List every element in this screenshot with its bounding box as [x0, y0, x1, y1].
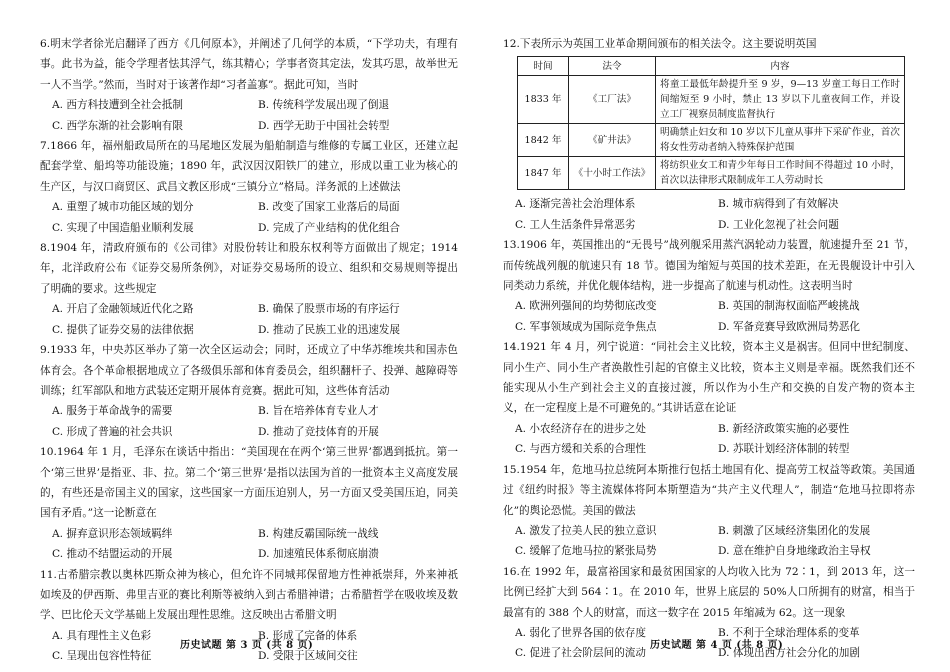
question-6 [40, 34, 458, 136]
option-a: A. 具有理性主义色彩 [52, 629, 152, 642]
option-b: B. 旨在培养体育专业人才 [258, 405, 379, 418]
table-row [518, 124, 905, 157]
question-stem: 12.下表所示为英国工业革命期间颁布的相关法令。这主要说明英国 [503, 38, 817, 50]
question-stem: 13.1906 年，英国推出的“无畏号”战列舰采用蒸汽涡轮动力装置，航速提升至 21 节，而传统战列舰的航速只有 18 节。德国为缩短与英国的技术差距，在无畏舰设计中引入同类动力系统，并优化舰体结构，进一步提高了航速与机动性。这表明当时 [503, 239, 915, 293]
question-7 [40, 136, 458, 238]
question-stem: 8.1904 年，清政府颁布的《公司律》对股份转让和股东权利等方面做出了规定；1914 年，北洋政府公布《证券交易所条例》，对证券交易场所的设立、组织和交易规则等提出了明确的要求。这些规定 [40, 242, 458, 295]
table-cell-time: 1847 年 [518, 157, 569, 190]
table-header: 内容 [656, 57, 905, 76]
table-cell-time: 1842 年 [518, 124, 569, 157]
option-c: C. 军事领域成为国际竞争焦点 [515, 320, 657, 333]
option-c: C. 工人生活条件异常恶劣 [515, 218, 636, 231]
table-header: 法令 [569, 57, 656, 76]
question-13 [503, 235, 915, 337]
option-c: C. 形成了普遍的社会共识 [52, 425, 173, 438]
option-b: B. 不利于全球治理体系的变革 [718, 626, 860, 639]
question-stem: 11.古希腊宗教以奥林匹斯众神为核心，但允许不同城邦保留地方性神祇崇拜，外来神祇如埃及的伊西斯、弗里吉亚的赛比利斯等被纳入到古希腊神谱；古希腊哲学在吸收埃及数学、巴比伦天文学基础上发展出理性思维。这反映出古希腊文明 [40, 568, 458, 622]
question-stem: 6.明末学者徐光启翻译了西方《几何原本》，并阐述了几何学的本质，“下学功夫，有理有事。此书为益，能令学理者怯其浮气，练其精心；学事者资其定法，发其巧思，故举世无一人不当学。”然而，当时对于该著作却“习者盖寡”。据此可知，当时 [40, 38, 458, 91]
option-c: C. 与西方缓和关系的合理性 [515, 443, 646, 456]
option-grid [40, 95, 458, 136]
page-footer-left: 历史试题 第 3 页 (共 8 页) [180, 640, 314, 651]
question-stem: 10.1964 年 1 月，毛泽东在谈话中指出：“美国现在在两个‘第三世界’都遇到抵抗。第一个‘第三世界’是指亚、非、拉。第二个‘第三世界’是指以法国为首的一批资本主义高度发展的，有些还是帝国主义的国家，这些国家一方面压迫别人，另一方面又受美国压迫，同美国有矛盾。”这一论断意在 [40, 446, 458, 520]
option-b: B. 新经济政策实施的必要性 [718, 422, 850, 435]
option-grid [40, 299, 458, 340]
question-9 [40, 340, 458, 442]
option-c: C. 缓解了危地马拉的紧张局势 [515, 545, 657, 558]
option-grid [503, 419, 915, 460]
table-header: 时间 [518, 57, 569, 76]
option-d: D. 西学无助于中国社会转型 [258, 119, 390, 132]
table-row [518, 76, 905, 124]
left-column [40, 34, 458, 667]
option-d: D. 意在维护自身地缘政治主导权 [718, 545, 871, 558]
question-stem: 9.1933 年，中央苏区举办了第一次全区运动会；同时，还成立了中华苏维埃共和国赤色体育会。各个革命根据地成立了各级俱乐部和体育委员会，组织翻杆子、投弹、越障碍等训练；红军部队和地方武装还定期开展体育竞赛。据此可知，这些体育活动 [40, 344, 458, 397]
question-stem: 15.1954 年，危地马拉总统阿本斯推行包括土地国有化、提高劳工权益等政策。美国通过《纽约时报》等主流媒体将阿本斯塑造为“共产主义代理人”，制造“危地马拉即将赤化”的舆论恐慌。美国的做法 [503, 463, 915, 517]
table-cell-law: 《工厂法》 [569, 76, 656, 124]
question-14 [503, 337, 915, 459]
option-b: B. 刺激了区域经济集团化的发展 [718, 524, 871, 537]
right-column [503, 34, 915, 664]
option-a: A. 开启了金融领域近代化之路 [52, 303, 194, 316]
option-grid [503, 296, 915, 337]
law-table [517, 56, 905, 190]
option-d: D. 加速殖民体系彻底崩溃 [258, 548, 379, 561]
option-a: A. 逐渐完善社会治理体系 [515, 198, 636, 211]
option-d: D. 推动了民族工业的迅速发展 [258, 323, 400, 336]
option-b: B. 英国的制海权面临严峻挑战 [718, 300, 860, 313]
option-d: D. 军备竞赛导致欧洲局势恶化 [718, 320, 860, 333]
question-stem: 7.1866 年，福州船政局所在的马尾地区发展为船舶制造与维修的专属工业区，还建立起配套学堂、船坞等功能设施；1890 年，武汉因汉阳铁厂的建立，形成以重工业为核心的生产区，与汉口商贸区、武昌文教区形成“三镇分立”格局。洋务派的上述做法 [40, 140, 458, 193]
table-cell-content: 将纺织业女工和青少年每日工作时间不得超过 10 小时，首次以法律形式限制成年工人劳动时长 [656, 157, 905, 190]
table-header-row [518, 57, 905, 76]
option-grid [40, 401, 458, 442]
table-row [518, 157, 905, 190]
option-b: B. 改变了国家工业落后的局面 [258, 201, 400, 214]
option-c: C. 实现了中国造船业顺利发展 [52, 221, 194, 234]
option-a: A. 服务于革命战争的需要 [52, 405, 173, 418]
table-cell-content: 将童工最低年龄提升至 9 岁，9—13 岁童工每日工作时间缩短至 9 小时，禁止 13 岁以下儿童夜间工作，并设立工厂视察员制度监督执行 [656, 76, 905, 124]
option-a: A. 小农经济存在的进步之处 [515, 422, 646, 435]
question-15 [503, 460, 915, 562]
option-d: D. 受限于区域间交往 [258, 650, 358, 663]
option-grid [503, 194, 915, 235]
option-d: D. 完成了产业结构的优化组合 [258, 221, 400, 234]
option-d: D. 推动了竞技体育的开展 [258, 425, 379, 438]
option-grid [503, 521, 915, 562]
option-a: A. 激发了拉美人民的独立意识 [515, 524, 657, 537]
option-d: D. 苏联计划经济体制的转型 [718, 443, 850, 456]
question-stem: 16.在 1992 年，最富裕国家和最贫困国家的人均收入比为 72∶1，到 2013 年，这一比例已经扩大到 564∶1。在 2010 年，世界上底层的 50%人口所拥有的财富，相当于最富有的 388 个人的财富，而这一数字在 2015 年缩减为 62。这一现象 [503, 565, 915, 619]
option-c: C. 提供了证券交易的法律依据 [52, 323, 194, 336]
question-11 [40, 565, 458, 667]
table-cell-content: 明确禁止妇女和 10 岁以下儿童从事井下采矿作业，首次将女性劳动者纳入特殊保护范围 [656, 124, 905, 157]
option-a: A. 欧洲列强间的均势彻底改变 [515, 300, 657, 313]
option-b: B. 构建反霸国际统一战线 [258, 527, 379, 540]
table-cell-time: 1833 年 [518, 76, 569, 124]
option-b: B. 城市病得到了有效解决 [718, 198, 839, 211]
option-grid [40, 197, 458, 238]
question-8 [40, 238, 458, 340]
option-a: A. 西方科技遭到全社会抵制 [52, 99, 183, 112]
option-grid [40, 524, 458, 565]
option-c: C. 呈现出包容性特征 [52, 650, 152, 663]
option-d: D. 工业化忽视了社会问题 [718, 218, 839, 231]
page-footer-right: 历史试题 第 4 页 (共 8 页) [650, 640, 784, 651]
option-c: C. 推动不结盟运动的开展 [52, 548, 173, 561]
table-cell-law: 《十小时工作法》 [569, 157, 656, 190]
option-c: C. 促进了社会阶层间的流动 [515, 647, 646, 660]
question-12 [503, 34, 915, 235]
table-cell-law: 《矿井法》 [569, 124, 656, 157]
option-c: C. 西学东渐的社会影响有限 [52, 119, 183, 132]
option-b: B. 传统科学发展出现了倒退 [258, 99, 390, 112]
question-10 [40, 442, 458, 564]
option-a: A. 弱化了世界各国的依存度 [515, 626, 646, 639]
option-d: D. 体现出西方社会分化的加剧 [718, 647, 860, 660]
question-stem: 14.1921 年 4 月，列宁说道：“同社会主义比较，资本主义是祸害。但同中世纪制度、同小生产、同小生产者涣散性引起的官僚主义比较，资本主义则是幸福。既然我们还不能实现从小生产到社会主义的直接过渡，所以作为小生产和交换的自发产物的资本主义，在一定程度上是不可避免的。”其讲话意在论证 [503, 341, 915, 415]
option-b: B. 确保了股票市场的有序运行 [258, 303, 400, 316]
option-a: A. 摒弃意识形态领域羁绊 [52, 527, 173, 540]
option-b: B. 形成了完备的体系 [258, 629, 358, 642]
option-a: A. 重塑了城市功能区域的划分 [52, 201, 194, 214]
